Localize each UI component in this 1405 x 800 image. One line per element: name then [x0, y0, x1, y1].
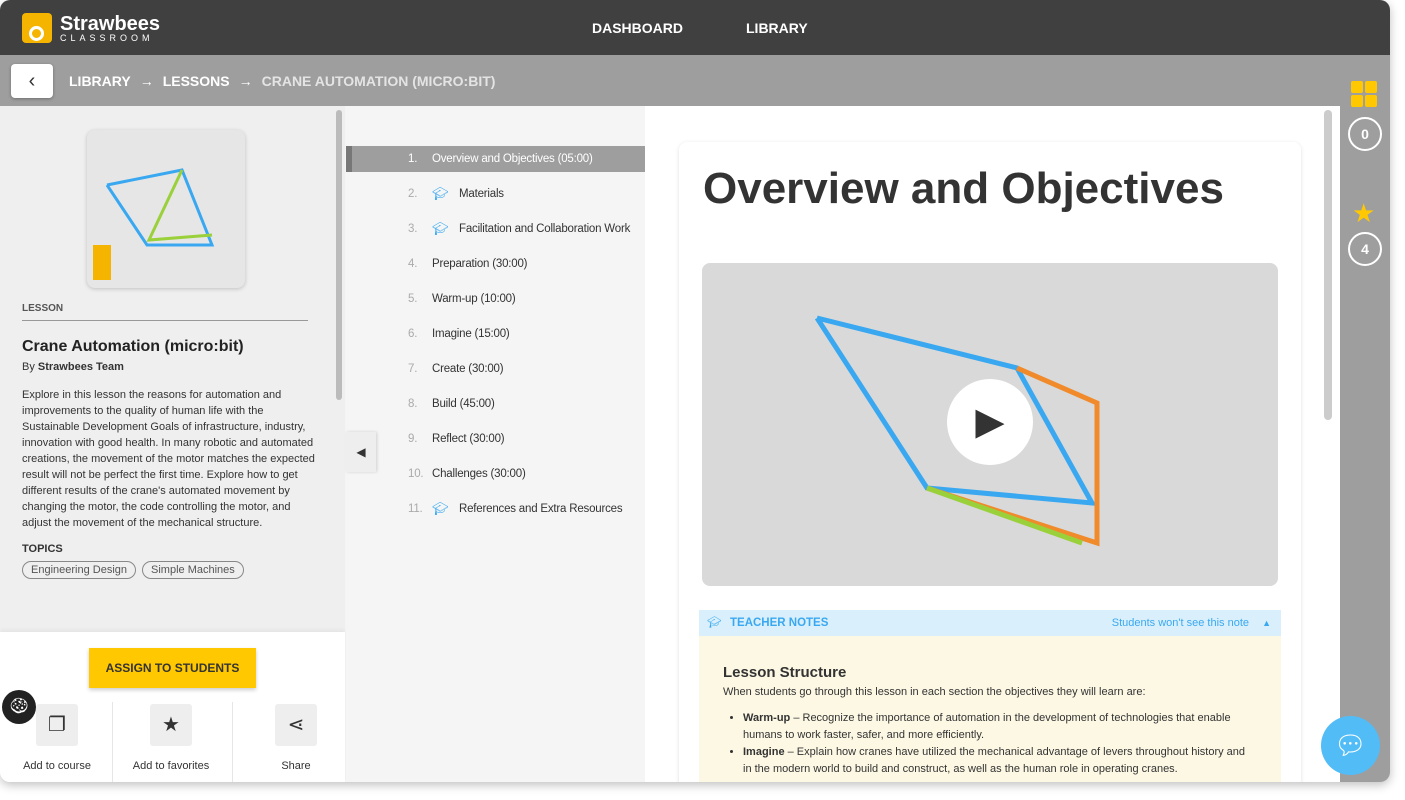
star-icon: ★ [150, 704, 192, 746]
lesson-description: Explore in this lesson the reasons for automation and improvements to the quality of human life with the Sustainable Development Goals of infrastructure, industry, innovation with good health. In many robotic and automated creations, the movement of the motor matches the expected result will not be perfect the first time. Explore how to get different results of the crane's automated movement by changing the motor, the code controlling the motor, and adjust the movement of the mechanical structure. [22, 389, 315, 529]
play-icon[interactable]: ▶ [947, 379, 1033, 465]
toc-label: Challenges (30:00) [432, 468, 526, 480]
lesson-label: LESSON [22, 303, 308, 321]
notes-intro: When students go through this lesson in each section the objectives they will learn are: [723, 686, 1146, 698]
logo[interactable] [22, 13, 160, 43]
chat-button[interactable]: 💬︎ [1321, 716, 1380, 775]
toc-number: 10. [408, 468, 424, 480]
teacher-notes-header[interactable] [699, 610, 1281, 636]
share-icon: ⋖ [275, 704, 317, 746]
favorites-count[interactable]: 4 [1348, 232, 1382, 266]
topic-chip[interactable]: Engineering Design [22, 561, 136, 579]
lesson-sections-list [346, 106, 645, 782]
toc-label: Overview and Objectives (05:00) [432, 153, 593, 165]
share-button[interactable] [241, 704, 351, 772]
toc-item[interactable] [346, 286, 645, 312]
toc-number: 4. [408, 258, 418, 270]
toc-item[interactable] [346, 391, 645, 417]
crumb-current: CRANE AUTOMATION (MICRO:BIT) [261, 73, 496, 89]
copy-icon: ❐ [36, 704, 78, 746]
toc-number: 6. [408, 328, 418, 340]
toc-number: 2. [408, 188, 418, 200]
back-button[interactable]: ‹ [11, 64, 53, 98]
brand-sub: CLASSROOM [60, 32, 154, 43]
toc-item[interactable] [346, 251, 645, 277]
lesson-title: Crane Automation (micro:bit) [22, 338, 244, 355]
toc-item[interactable] [346, 426, 645, 452]
nav-library[interactable]: LIBRARY [746, 20, 808, 36]
nav-dashboard[interactable]: DASHBOARD [592, 20, 683, 36]
toc-label: Reflect (30:00) [432, 433, 505, 445]
divider [112, 702, 113, 782]
breadcrumb [0, 55, 1390, 106]
toc-label: Build (45:00) [432, 398, 495, 410]
toc-label: Facilitation and Collaboration Work [459, 223, 631, 235]
scrollbar[interactable] [336, 110, 342, 400]
teacher-cap-icon: 🎓︎ [432, 501, 449, 516]
crumb-lessons[interactable]: LESSONS [162, 73, 230, 89]
section-title: Overview and Objectives [703, 164, 1224, 213]
toc-label: Create (30:00) [432, 363, 504, 375]
toc-item[interactable] [346, 321, 645, 347]
toc-item[interactable] [346, 356, 645, 382]
star-icon[interactable]: ★ [1352, 198, 1376, 228]
share-label: Share [281, 760, 311, 772]
teacher-cap-icon: 🎓︎ [707, 617, 722, 629]
divider [232, 702, 233, 782]
toc-item[interactable] [346, 181, 645, 207]
brand-name: Strawbees [60, 12, 161, 35]
toc-label: Imagine (15:00) [432, 328, 510, 340]
video-player[interactable] [702, 263, 1278, 586]
toc-number: 7. [408, 363, 418, 375]
teacher-cap-icon: 🎓︎ [432, 221, 449, 236]
toc-item[interactable] [346, 496, 645, 522]
add-to-course-label: Add to course [23, 760, 91, 772]
teacher-notes-label: TEACHER NOTES [730, 617, 829, 629]
by-label: By [22, 361, 35, 373]
toc-label: Warm-up (10:00) [432, 293, 516, 305]
notes-bullet: • Warm-up – Recognize the importance of automation in the development of technologies that enable humans to work faster, safer, and more efficiently. [743, 710, 1253, 744]
toc-number: 5. [408, 293, 418, 305]
notes-heading: Lesson Structure [723, 664, 847, 681]
toc-item[interactable] [346, 461, 645, 487]
toc-label: Preparation (30:00) [432, 258, 528, 270]
author[interactable]: Strawbees Team [37, 361, 124, 373]
favorites-label: Add to favorites [132, 760, 210, 772]
notes-bullet: • Imagine – Explain how cranes have utilized the mechanical advantage of levers throughout history and in the modern world to build and construct, as well as the human role in operating cranes. [743, 744, 1253, 778]
toc-number: 11. [408, 503, 423, 515]
content-area [645, 106, 1340, 782]
toc-number: 8. [408, 398, 418, 410]
toc-number: 1. [408, 153, 418, 165]
courses-icon[interactable] [1351, 81, 1377, 107]
lesson-thumbnail [87, 130, 245, 288]
toc-item[interactable] [346, 146, 645, 172]
chevron-up-icon[interactable]: ▲ [1262, 618, 1271, 628]
topic-chip[interactable]: Simple Machines [142, 561, 244, 579]
cookie-settings-button[interactable]: 🍪︎ [2, 690, 36, 724]
teacher-notes-hint: Students won't see this note [1111, 617, 1249, 629]
top-bar [0, 0, 1390, 55]
right-rail [1340, 55, 1390, 782]
assign-to-students-button[interactable]: ASSIGN TO STUDENTS [89, 648, 256, 688]
scrollbar[interactable] [1324, 110, 1332, 420]
arrow-icon: → [238, 73, 253, 89]
toc-label: References and Extra Resources [459, 503, 623, 515]
toc-label: Materials [459, 188, 504, 200]
teacher-notes-body [699, 636, 1281, 782]
teacher-cap-icon: 🎓︎ [432, 186, 449, 201]
toc-number: 3. [408, 223, 418, 235]
toc-item[interactable] [346, 216, 645, 242]
logo-icon [22, 13, 52, 43]
topics-label: TOPICS [22, 543, 63, 555]
toc-number: 9. [408, 433, 418, 445]
arrow-icon: → [139, 73, 154, 89]
collapse-sidebar-button[interactable]: ◀ [346, 432, 376, 472]
lesson-actions [0, 632, 345, 782]
add-to-favorites-button[interactable] [116, 704, 226, 772]
courses-count[interactable]: 0 [1348, 117, 1382, 151]
crumb-library[interactable]: LIBRARY [69, 73, 131, 89]
